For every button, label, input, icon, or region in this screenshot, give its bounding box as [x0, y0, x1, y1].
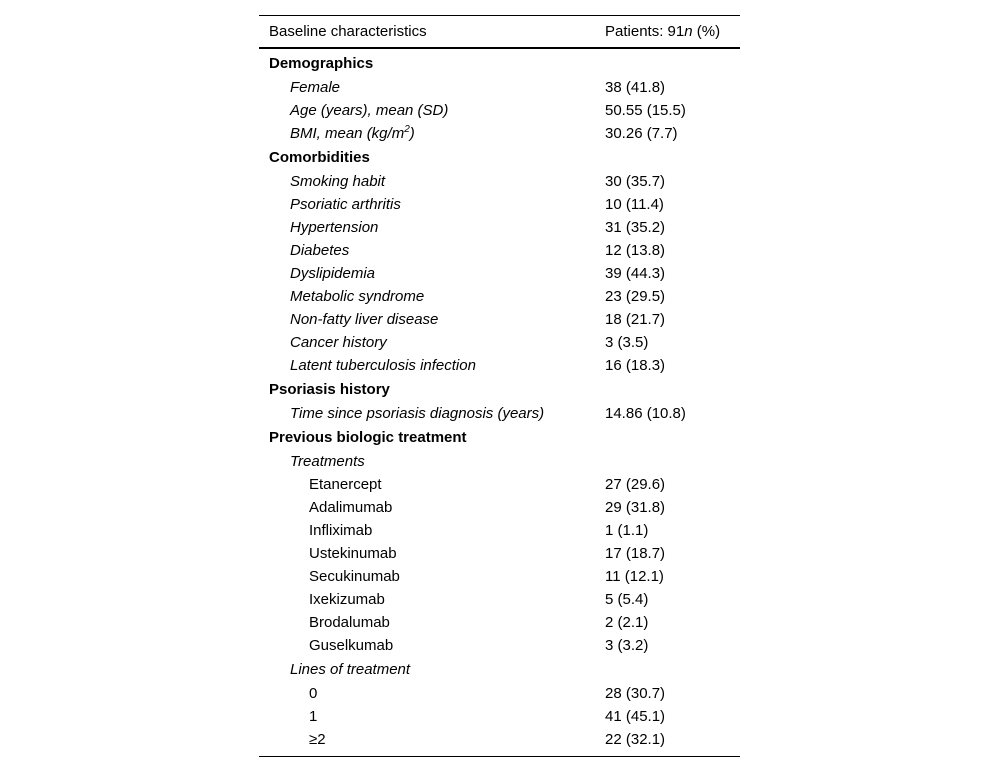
baseline-characteristics-table: [259, 15, 740, 757]
row-label-superscript: 2: [404, 124, 410, 135]
header-value-n: n: [684, 23, 693, 40]
header-value-suffix: (%): [692, 23, 721, 40]
row-label: Time since psoriasis diagnosis (years): [290, 405, 545, 422]
section-heading: [259, 145, 740, 170]
subsection-heading: [259, 657, 740, 682]
row-value: 14.86 (10.8): [605, 405, 686, 422]
row-value: 2 (2.1): [605, 614, 649, 631]
table-row: [259, 170, 740, 193]
table-row: [259, 193, 740, 216]
row-label: Non-fatty liver disease: [290, 311, 439, 328]
row-label: Female: [290, 79, 341, 96]
row-label: Etanercept: [309, 476, 382, 493]
header-value: [605, 16, 720, 47]
table-header-row: [259, 16, 740, 47]
section-title-previous-biologic-treatment: Previous biologic treatment: [269, 429, 467, 446]
table-row: [259, 402, 740, 425]
subsection-title-treatments: Treatments: [290, 453, 365, 470]
row-label: Adalimumab: [309, 499, 393, 516]
row-label: Metabolic syndrome: [290, 288, 425, 305]
subsection-title-lines-of-treatment: Lines of treatment: [290, 661, 411, 678]
table-row: [259, 473, 740, 496]
row-label: Infliximab: [309, 522, 373, 539]
row-value: 1 (1.1): [605, 522, 649, 539]
row-value: 11 (12.1): [605, 568, 664, 585]
table-row: [259, 565, 740, 588]
row-label: 1: [309, 708, 318, 725]
row-value: 30.26 (7.7): [605, 125, 678, 142]
row-label: Dyslipidemia: [290, 265, 376, 282]
row-label: Psoriatic arthritis: [290, 196, 401, 213]
row-value: 27 (29.6): [605, 476, 666, 493]
row-label-prefix: BMI, mean (kg/m: [290, 125, 405, 142]
row-label: Diabetes: [290, 242, 350, 259]
table-row: [259, 76, 740, 99]
row-value: 17 (18.7): [605, 545, 666, 562]
section-heading: [259, 425, 740, 450]
row-label: Age (years), mean (SD): [290, 102, 449, 119]
row-label: Latent tuberculosis infection: [290, 357, 476, 374]
row-label: Hypertension: [290, 219, 379, 236]
table-row: [259, 354, 740, 377]
section-title-psoriasis-history: Psoriasis history: [269, 381, 390, 398]
table-bottom-rule: [259, 756, 740, 757]
row-label: Smoking habit: [290, 173, 386, 190]
row-value: 31 (35.2): [605, 219, 666, 236]
row-value: 23 (29.5): [605, 288, 666, 305]
row-value: 18 (21.7): [605, 311, 666, 328]
table-row: [259, 331, 740, 354]
row-value: 16 (18.3): [605, 357, 666, 374]
row-value: 3 (3.2): [605, 637, 649, 654]
table-row: [259, 588, 740, 611]
table-row: [259, 496, 740, 519]
row-value: 22 (32.1): [605, 731, 666, 748]
table-row: [259, 542, 740, 565]
section-heading: [259, 377, 740, 402]
table-row: [259, 262, 740, 285]
table-row: [259, 308, 740, 331]
section-title-demographics: Demographics: [269, 55, 374, 72]
row-value: 39 (44.3): [605, 265, 666, 282]
row-value: 3 (3.5): [605, 334, 649, 351]
header-label: Baseline characteristics: [269, 23, 427, 40]
row-value: 12 (13.8): [605, 242, 666, 259]
row-value: 50.55 (15.5): [605, 102, 686, 119]
table-row: [259, 705, 740, 728]
table-row: [259, 99, 740, 122]
row-value: 10 (11.4): [605, 196, 664, 213]
row-label: ≥2: [309, 731, 326, 748]
row-label: 0: [309, 685, 318, 702]
section-title-comorbidities: Comorbidities: [269, 149, 370, 166]
section-heading: [259, 51, 740, 76]
row-label: Ixekizumab: [309, 591, 385, 608]
row-value: 28 (30.7): [605, 685, 666, 702]
table-row: [259, 239, 740, 262]
subsection-heading: [259, 450, 740, 473]
header-value-prefix: Patients: 91: [605, 23, 685, 40]
row-value: 38 (41.8): [605, 79, 666, 96]
row-label: Guselkumab: [309, 637, 394, 654]
table-row: [259, 682, 740, 705]
row-label: Brodalumab: [309, 614, 390, 631]
table-row: [259, 122, 740, 145]
row-label: [290, 122, 415, 145]
table-row: [259, 634, 740, 657]
row-label: Secukinumab: [309, 568, 400, 585]
row-label: Cancer history: [290, 334, 387, 351]
row-label: Ustekinumab: [309, 545, 397, 562]
table-row: [259, 285, 740, 308]
table-row: [259, 611, 740, 634]
row-value: 5 (5.4): [605, 591, 649, 608]
row-value: 30 (35.7): [605, 173, 666, 190]
table-row: [259, 728, 740, 751]
table-row: [259, 216, 740, 239]
table-row: [259, 519, 740, 542]
row-label-suffix: ): [409, 125, 415, 142]
row-value: 41 (45.1): [605, 708, 666, 725]
row-value: 29 (31.8): [605, 499, 666, 516]
